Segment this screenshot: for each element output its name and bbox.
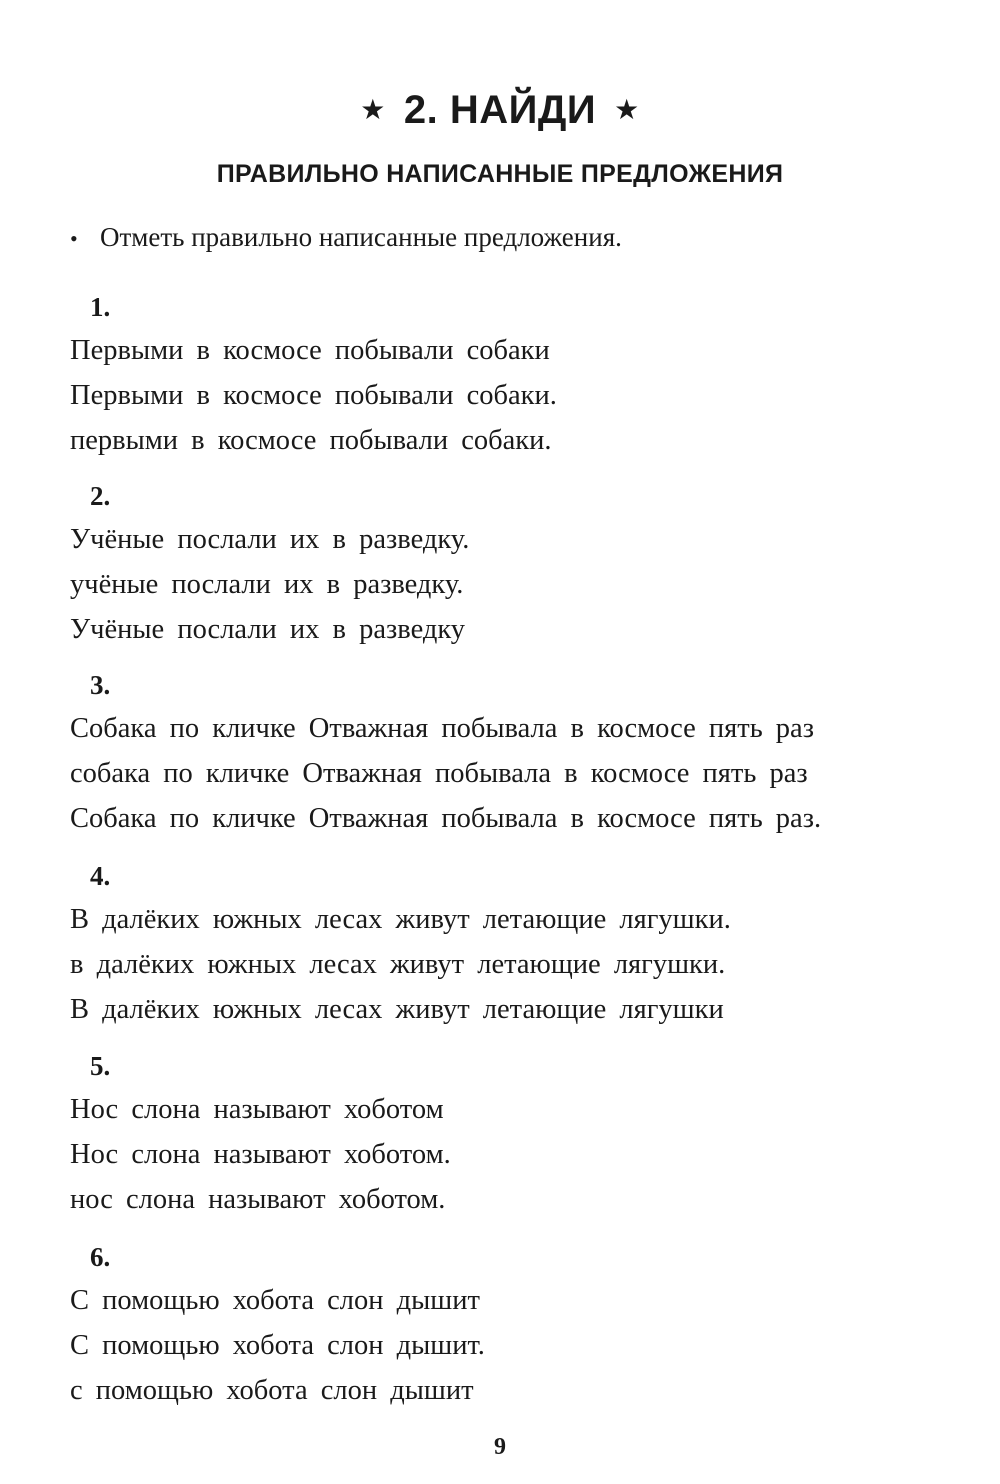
sentence-option[interactable]: учёные послали их в разведку. [70,569,464,600]
exercise-group-1 [70,286,950,463]
sentence-option[interactable]: Нос слона называют хоботом. [70,1139,451,1170]
sentence-option[interactable]: С помощью хобота слон дышит [70,1285,480,1316]
bullet-icon: • [70,226,78,251]
sentence-option[interactable]: Учёные послали их в разведку. [70,524,470,555]
sentence-option[interactable]: в далёких южных лесах живут летающие лягушки. [70,949,726,980]
sentence-option[interactable]: первыми в космосе побывали собаки. [70,425,552,456]
exercise-number: 2. [90,481,111,511]
exercise-number: 4. [90,861,111,891]
sentence-option[interactable]: с помощью хобота слон дышит [70,1375,474,1406]
sentence-option[interactable]: С помощью хобота слон дышит. [70,1330,485,1361]
star-icon: ★ [360,94,386,125]
exercise-number: 5. [90,1051,111,1081]
star-icon: ★ [614,94,640,125]
sentence-option[interactable]: Первыми в космосе побывали собаки [70,335,550,366]
instruction [70,222,622,253]
sentence-option[interactable]: Собака по кличке Отважная побывала в космосе пять раз [70,713,814,744]
page-subtitle: ПРАВИЛЬНО НАПИСАННЫЕ ПРЕДЛОЖЕНИЯ [216,160,784,188]
sentence-option[interactable]: В далёких южных лесах живут летающие лягушки [70,994,724,1025]
page-number: 9 [494,1434,506,1460]
exercise-number: 6. [90,1242,111,1272]
instruction-text: Отметь правильно написанные предложения. [100,222,622,252]
exercise-group-6 [70,1236,950,1413]
sentence-option[interactable]: Учёные послали их в разведку [70,614,466,645]
exercise-group-5 [70,1045,950,1222]
sentence-option[interactable]: Первыми в космосе побывали собаки. [70,380,557,411]
sentence-option[interactable]: Собака по кличке Отважная побывала в космосе пять раз. [70,803,822,834]
sentence-option[interactable]: нос слона называют хоботом. [70,1184,446,1215]
sentence-option[interactable]: В далёких южных лесах живут летающие лягушки. [70,904,731,935]
page-title [0,88,1000,133]
exercise-number: 3. [90,670,111,700]
sentence-option[interactable]: собака по кличке Отважная побывала в космосе пять раз [70,758,808,789]
exercise-number: 1. [90,292,111,322]
exercise-group-3 [70,664,950,841]
sentence-option[interactable]: Нос слона называют хоботом [70,1094,444,1125]
exercise-group-2 [70,475,950,652]
title-text: 2. НАЙДИ [403,88,597,132]
exercise-group-4 [70,855,950,1032]
